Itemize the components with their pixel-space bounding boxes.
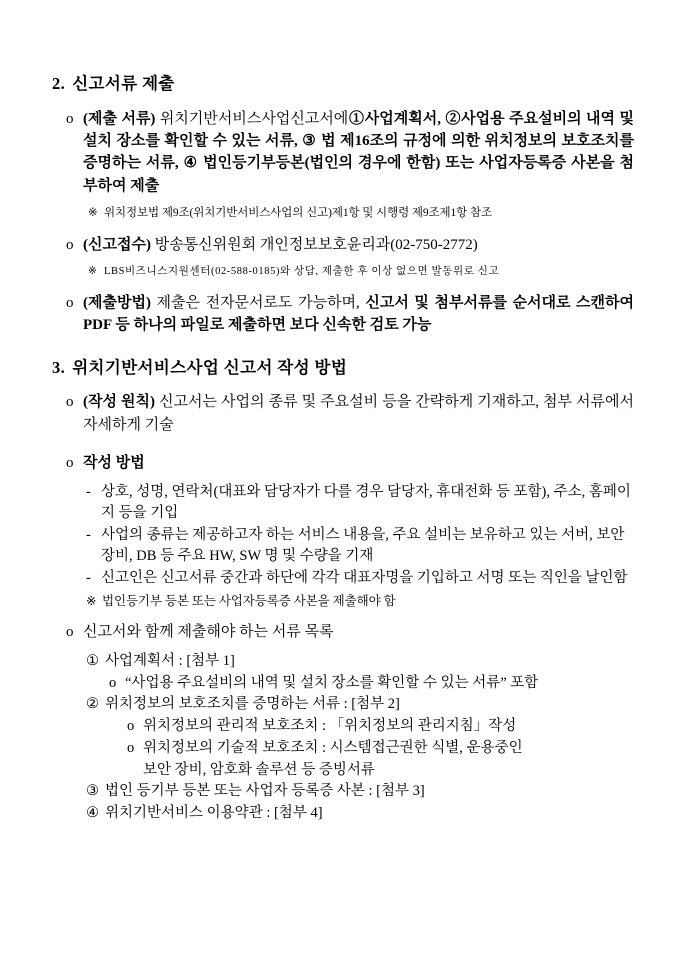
bullet-marker: o <box>66 111 74 127</box>
text-item-1: 사업계획서, <box>364 111 441 127</box>
list-item-text <box>83 234 634 256</box>
list-item-submission-documents <box>52 108 634 197</box>
list-item-submission-method <box>52 292 634 336</box>
list-item-method-detail-3 <box>52 568 634 589</box>
text-item-2: 사업용 주요설비의 내역 및 설치 장소를 확인할 수 있는 서류, <box>83 111 634 150</box>
text-item-4: 법인등기부등본(법인의 경우에 한함) 또는 사업자등록증 사본을 첨부하여 제출 <box>83 155 634 194</box>
numbered-item-text: 사업계획서 : [첨부 1] <box>105 652 235 669</box>
bullet-marker: o <box>127 718 135 735</box>
section-heading-3 <box>52 354 634 378</box>
list-item-filing-reception <box>52 234 634 256</box>
bullet-marker: o <box>66 454 74 471</box>
bullet-marker: o <box>66 237 74 253</box>
list-item-required-documents <box>52 621 634 643</box>
section-title: 신고서류 제출 <box>72 74 175 93</box>
sub-item-2-1 <box>52 716 634 738</box>
circled-number-3: ③ <box>302 133 317 150</box>
note-legal-reference <box>52 205 634 222</box>
bullet-marker: o <box>66 394 74 411</box>
list-item-text <box>83 292 634 336</box>
circled-number-1: ① <box>348 111 365 127</box>
circled-number-4: ④ <box>183 155 199 172</box>
text-part-1: 위치기반서비스사업신고서에 <box>159 111 349 127</box>
sub-item-text: 위치정보의 기술적 보호조치 : 시스템접근권한 식별, 운용중인 <box>143 739 523 756</box>
reference-mark-icon: ※ <box>88 206 98 219</box>
numbered-item-text: 법인 등기부 등본 또는 사업자 등록증 사본 : [첨부 3] <box>105 783 425 800</box>
numbered-item-2 <box>52 694 634 716</box>
section-heading-2 <box>52 70 634 94</box>
numbered-item-text: 위치기반서비스 이용약관 : [첨부 4] <box>105 805 323 822</box>
reference-mark-icon: ※ <box>88 266 98 278</box>
note-text: LBS비즈니스지원센터(02-588-0185)와 상담, 제출한 후 이상 없으면 발동위로 신고 <box>104 266 500 278</box>
list-item-method-detail-1 <box>52 482 634 524</box>
sub-item-1-1 <box>52 673 634 695</box>
label-writing-principle: (작성 원칙) <box>83 394 156 411</box>
list-item-writing-method <box>52 452 634 474</box>
sub-item-2-2-continuation: 보안 장비, 암호화 솔루션 등 증빙서류 <box>143 761 375 778</box>
numbered-item-4 <box>52 803 634 825</box>
reference-mark-icon: ※ <box>86 593 97 608</box>
list-item-writing-principle <box>52 391 634 435</box>
sub-item-text: 위치정보의 관리적 보호조치 : 「위치정보의 관리지침」작성 <box>143 718 517 735</box>
note-text: 법인등기부 등본 또는 사업자등록증 사본을 제출해야 함 <box>102 593 396 608</box>
dash-marker: - <box>86 569 91 586</box>
sub-item-text: “사업용 주요설비의 내역 및 설치 장소를 확인할 수 있는 서류” 포함 <box>125 674 539 691</box>
bullet-marker: o <box>127 739 135 756</box>
note-corporate-registration <box>52 592 634 611</box>
section-number: 3. <box>52 358 66 378</box>
bullet-marker: o <box>109 674 117 691</box>
numbered-item-text: 위치정보의 보호조치를 증명하는 서류 : [첨부 2] <box>105 696 400 713</box>
list-item-text: 신고서와 함께 제출해야 하는 서류 목록 <box>83 623 334 640</box>
text-writing-principle: 신고서는 사업의 종류 및 주요설비 등을 간략하게 기재하고, 첨부 서류에서 자세하게 기술 <box>83 394 635 433</box>
note-lbs-support-center <box>52 264 634 280</box>
label-submission-method: (제출방법) <box>83 294 151 311</box>
dash-marker: - <box>86 526 91 543</box>
label-submission-documents: (제출 서류) <box>83 111 156 127</box>
circled-number-2-icon: ② <box>86 696 99 713</box>
section-number: 2. <box>52 74 66 93</box>
text-part-2: 신고서 및 첨부서류를 순서대로 스캔하여 PDF 등 하나의 파일로 제출하면 보다 <box>83 294 635 334</box>
list-item-text <box>83 391 634 435</box>
text-part-3: 신속한 검토 가능 <box>322 317 432 334</box>
list-item-text: 신고인은 신고서류 중간과 하단에 각각 대표자명을 기입하고 서명 또는 직인을 날인함 <box>101 569 628 586</box>
list-item-text <box>83 108 634 197</box>
list-item-text: 사업의 종류는 제공하고자 하는 서비스 내용을, 주요 설비는 보유하고 있는 서버, 보안장비, DB 등 주요 HW, SW 명 및 수량을 기재 <box>101 526 625 564</box>
text-item-3: 법 제16조의 규정에 의한 위치정보의 보호조치를 증명하는 서류, <box>83 133 635 172</box>
circled-number-1-icon: ① <box>86 652 99 669</box>
section-title: 위치기반서비스사업 신고서 작성 방법 <box>72 358 348 378</box>
list-item-method-detail-2 <box>52 525 634 567</box>
list-item-text: 상호, 성명, 연락처(대표와 담당자가 다를 경우 담당자, 휴대전화 등 포함), 주소, 홈페이지 등을 기입 <box>101 483 631 521</box>
bullet-marker: o <box>66 623 74 640</box>
numbered-item-1 <box>52 651 634 673</box>
dash-marker: - <box>86 483 91 500</box>
note-text: 위치정보법 제9조(위치기반서비스사업의 신고)제1항 및 시행령 제9조제1항 참조 <box>104 206 492 219</box>
text-filing-reception: 방송통신위원회 개인정보보호윤리과(02-750-2772) <box>154 237 478 253</box>
label-writing-method: 작성 방법 <box>83 454 145 471</box>
numbered-item-3 <box>52 781 634 803</box>
circled-number-4-icon: ④ <box>86 805 99 822</box>
label-filing-reception: (신고접수) <box>83 237 151 253</box>
circled-number-2: ② <box>445 111 462 127</box>
circled-number-3-icon: ③ <box>86 783 99 800</box>
bullet-marker: o <box>66 294 74 311</box>
sub-item-2-2 <box>52 738 634 760</box>
text-part-1: 제출은 전자문서로도 가능하며, <box>156 294 360 311</box>
